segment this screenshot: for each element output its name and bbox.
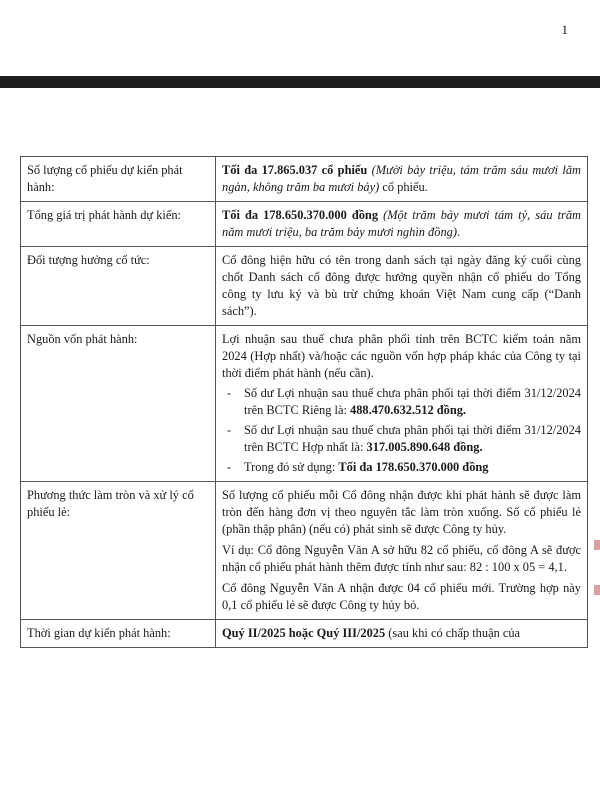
row-value-beneficiaries: Cổ đông hiện hữu có tên trong danh sách tại ngày đăng ký cuối cùng chốt Danh sách cổ đông được hưởng quyền nhận cổ phiếu do Tổng công ty lưu ký và bù trừ chứng khoán Việt Nam cung cấp (“Danh sách”). [216, 247, 588, 326]
row-label-rounding-method: Phương thức làm tròn và xử lý cổ phiếu lẻ: [21, 482, 216, 620]
table-row [21, 157, 588, 202]
row-label-capital-source: Nguồn vốn phát hành: [21, 326, 216, 482]
row-value-issuance-time: Quý II/2025 hoặc Quý III/2025 (sau khi có chấp thuận của [216, 620, 588, 648]
edge-mark [594, 585, 600, 595]
list-item: - Số dư Lợi nhuận sau thuế chưa phân phối tại thời điểm 31/12/2024 trên BCTC Riêng là: 488.470.632.512 đồng. [222, 385, 581, 419]
table-row [21, 202, 588, 247]
page-separator-bar [0, 76, 600, 88]
issuance-details-table [20, 156, 588, 648]
row-label-total-value: Tổng giá trị phát hành dự kiến: [21, 202, 216, 247]
edge-mark [594, 540, 600, 550]
table-row [21, 326, 588, 482]
row-value-total-value: Tối đa 178.650.370.000 đồng (Một trăm bảy mươi tám tỷ, sáu trăm năm mươi triệu, ba trăm bảy mươi nghìn đồng). [216, 202, 588, 247]
row-label-share-quantity: Số lượng cổ phiếu dự kiến phát hành: [21, 157, 216, 202]
row-label-issuance-time: Thời gian dự kiến phát hành: [21, 620, 216, 648]
capital-source-list [222, 385, 581, 476]
table-row [21, 620, 588, 648]
row-label-beneficiaries: Đối tượng hưởng cổ tức: [21, 247, 216, 326]
table-row [21, 482, 588, 620]
row-value-capital-source: Lợi nhuận sau thuế chưa phân phối tính trên BCTC kiểm toán năm 2024 (Hợp nhất) và/hoặc các nguồn vốn hợp pháp khác của Công ty tại thời điểm phát hành (nếu cần). - Số dư Lợi nhuận sau thuế chưa phân phối tại thời điểm 31/12/2024 trên BCTC Riêng là: 488.470.632.512 đồng. - Số dư Lợi nhuận sau thuế chưa phân phối tại thời điểm 31/12/2024 trên BCTC Hợp nhất là: 317.005.890.648 đồng. - Trong đó sử dụng: Tối đa 178.650.370.000 đồng [216, 326, 588, 482]
list-item: - Số dư Lợi nhuận sau thuế chưa phân phối tại thời điểm 31/12/2024 trên BCTC Hợp nhất là: 317.005.890.648 đồng. [222, 422, 581, 456]
table-row [21, 247, 588, 326]
list-item: - Trong đó sử dụng: Tối đa 178.650.370.000 đồng [222, 459, 581, 476]
page-number: 1 [561, 22, 568, 37]
row-value-rounding-method: Số lượng cổ phiếu mỗi Cổ đông nhận được khi phát hành sẽ được làm tròn đến hàng đơn vị theo nguyên tắc làm tròn xuống. Số cổ phiếu lẻ (phần thập phân) (nếu có) phát sinh sẽ được Công ty hủy. Ví dụ: Cổ đông Nguyễn Văn A sở hữu 82 cổ phiếu, cổ đông A sẽ được nhận cổ phiếu phát hành thêm được tính như sau: 82 : 100 x 05 = 4,1. Cổ đông Nguyễn Văn A nhận được 04 cổ phiếu mới. Trường hợp này 0,1 cổ phiếu lẻ sẽ được Công ty hủy bỏ. [216, 482, 588, 620]
row-value-share-quantity: Tối đa 17.865.037 cổ phiếu (Mười bảy triệu, tám trăm sáu mươi lăm ngàn, không trăm ba mươi bảy) cổ phiếu. [216, 157, 588, 202]
